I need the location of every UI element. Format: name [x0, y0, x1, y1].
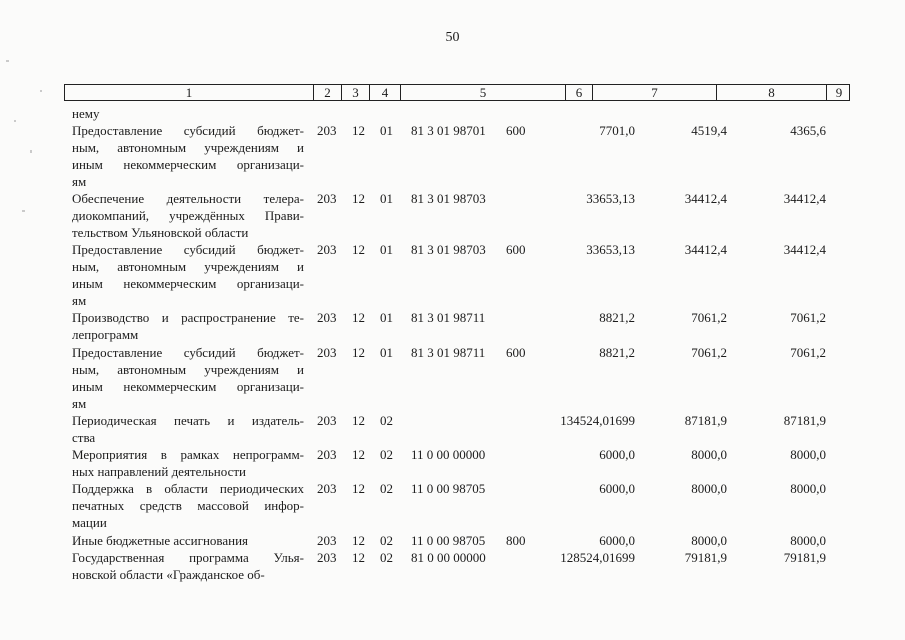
cell-c6: 600 — [506, 123, 526, 138]
header-col-9: 9 — [826, 85, 851, 100]
header-col-5: 5 — [400, 85, 565, 100]
cell-c3: 12 — [352, 413, 365, 428]
scan-speck — [30, 150, 32, 153]
header-col-8: 8 — [716, 85, 826, 100]
cell-c3: 12 — [352, 345, 365, 360]
row-name — [72, 344, 304, 412]
cell-c4: 02 — [380, 481, 393, 496]
row-name-line: ным, автономным учреждениям и — [72, 259, 304, 274]
row-name — [72, 549, 304, 583]
cell-c8: 7061,2 — [691, 345, 727, 360]
row-name-line: Мероприятия в рамках непрограмм- — [72, 447, 304, 462]
row-name-line: ям — [72, 174, 87, 189]
cell-c4: 01 — [380, 345, 393, 360]
cell-c7: 6000,0 — [599, 481, 635, 496]
row-name — [72, 480, 304, 531]
row-name — [72, 241, 304, 309]
row-name-line: Иные бюджетные ассигнования — [72, 533, 249, 548]
cell-c5: 11 0 00 98705 — [411, 533, 486, 548]
cell-c8: 8000,0 — [691, 533, 727, 548]
cell-c8: 79181,9 — [684, 550, 727, 565]
cell-c2: 203 — [317, 533, 337, 548]
row-name-line: Государственная программа Улья- — [72, 550, 304, 565]
cell-c5: 81 3 01 98711 — [411, 310, 486, 325]
cell-c2: 203 — [317, 447, 337, 462]
row-name-line: ных направлений деятельности — [72, 464, 246, 479]
scan-speck — [22, 210, 25, 212]
cell-c9: 34412,4 — [783, 191, 826, 206]
row-name — [72, 105, 304, 122]
cell-c9: 79181,9 — [783, 550, 826, 565]
cell-c7: 6000,0 — [599, 447, 635, 462]
cell-c7: 134524,01699 — [560, 413, 635, 428]
cell-c9: 4365,6 — [790, 123, 826, 138]
cell-c6: 600 — [506, 345, 526, 360]
row-name — [72, 190, 304, 241]
row-name-line: ям — [72, 396, 87, 411]
page-number: 50 — [445, 30, 460, 45]
cell-c7: 33653,13 — [586, 242, 635, 257]
row-name-line: нему — [72, 106, 100, 121]
row-name-line: Периодическая печать и издатель- — [72, 413, 304, 428]
row-name-line: ным, автономным учреждениям и — [72, 140, 304, 155]
header-col-7: 7 — [592, 85, 716, 100]
cell-c3: 12 — [352, 481, 365, 496]
row-name-line: Обеспечение деятельности телера- — [72, 191, 304, 206]
cell-c9: 87181,9 — [783, 413, 826, 428]
cell-c5: 11 0 00 00000 — [411, 447, 486, 462]
cell-c9: 8000,0 — [790, 533, 826, 548]
cell-c8: 4519,4 — [691, 123, 727, 138]
cell-c4: 01 — [380, 123, 393, 138]
cell-c2: 203 — [317, 191, 337, 206]
cell-c8: 7061,2 — [691, 310, 727, 325]
cell-c3: 12 — [352, 191, 365, 206]
cell-c9: 8000,0 — [790, 447, 826, 462]
row-name-line: ям — [72, 293, 87, 308]
row-name-line: новской области «Гражданское об- — [72, 567, 265, 582]
cell-c8: 8000,0 — [691, 481, 727, 496]
row-name — [72, 532, 304, 549]
cell-c7: 128524,01699 — [560, 550, 635, 565]
header-col-1: 1 — [185, 85, 193, 100]
cell-c7: 8821,2 — [599, 310, 635, 325]
cell-c6: 600 — [506, 242, 526, 257]
cell-c7: 33653,13 — [586, 191, 635, 206]
row-name-line: лепрограмм — [72, 327, 139, 342]
scan-speck — [6, 60, 9, 62]
cell-c2: 203 — [317, 481, 337, 496]
header-col-3: 3 — [341, 85, 369, 100]
row-name — [72, 446, 304, 480]
cell-c7: 7701,0 — [599, 123, 635, 138]
cell-c4: 02 — [380, 447, 393, 462]
cell-c7: 8821,2 — [599, 345, 635, 360]
table-header — [64, 84, 850, 101]
cell-c9: 8000,0 — [790, 481, 826, 496]
cell-c5: 81 3 01 98703 — [411, 242, 486, 257]
cell-c3: 12 — [352, 550, 365, 565]
cell-c3: 12 — [352, 123, 365, 138]
cell-c7: 6000,0 — [599, 533, 635, 548]
cell-c3: 12 — [352, 310, 365, 325]
row-name-line: ным, автономным учреждениям и — [72, 362, 304, 377]
cell-c2: 203 — [317, 310, 337, 325]
cell-c2: 203 — [317, 242, 337, 257]
cell-c4: 02 — [380, 533, 393, 548]
row-name-line: Предоставление субсидий бюджет- — [72, 242, 304, 257]
cell-c2: 203 — [317, 123, 337, 138]
row-name-line: иным некоммерческим организаци- — [72, 379, 304, 394]
row-name-line: иным некоммерческим организаци- — [72, 157, 304, 172]
row-name-line: тельством Ульяновской области — [72, 225, 249, 240]
scan-speck — [14, 120, 16, 122]
row-name-line: иным некоммерческим организаци- — [72, 276, 304, 291]
row-name — [72, 412, 304, 446]
cell-c2: 203 — [317, 550, 337, 565]
row-name-line: диокомпаний, учреждённых Прави- — [72, 208, 304, 223]
cell-c9: 7061,2 — [790, 345, 826, 360]
cell-c9: 7061,2 — [790, 310, 826, 325]
cell-c8: 34412,4 — [684, 191, 727, 206]
row-name-line: Производство и распространение те- — [72, 310, 304, 325]
cell-c5: 81 3 01 98701 — [411, 123, 486, 138]
row-name-line: Предоставление субсидий бюджет- — [72, 123, 304, 138]
cell-c8: 8000,0 — [691, 447, 727, 462]
cell-c3: 12 — [352, 242, 365, 257]
row-name — [72, 309, 304, 343]
cell-c4: 01 — [380, 242, 393, 257]
cell-c3: 12 — [352, 447, 365, 462]
row-name-line: печатных средств массовой инфор- — [72, 498, 304, 513]
row-name-line: ства — [72, 430, 96, 445]
cell-c4: 01 — [380, 310, 393, 325]
cell-c2: 203 — [317, 413, 337, 428]
header-col-6: 6 — [565, 85, 592, 100]
cell-c8: 87181,9 — [684, 413, 727, 428]
row-name-line: мации — [72, 515, 107, 530]
cell-c4: 01 — [380, 191, 393, 206]
row-name-line: Поддержка в области периодических — [72, 481, 304, 496]
header-col-2: 2 — [313, 85, 341, 100]
cell-c4: 02 — [380, 413, 393, 428]
cell-c4: 02 — [380, 550, 393, 565]
cell-c5: 81 3 01 98711 — [411, 345, 486, 360]
row-name-line: Предоставление субсидий бюджет- — [72, 345, 304, 360]
cell-c8: 34412,4 — [684, 242, 727, 257]
cell-c3: 12 — [352, 533, 365, 548]
row-name — [72, 122, 304, 190]
cell-c5: 81 3 01 98703 — [411, 191, 486, 206]
cell-c5: 11 0 00 98705 — [411, 481, 486, 496]
header-col-4: 4 — [369, 85, 400, 100]
cell-c6: 800 — [506, 533, 526, 548]
cell-c2: 203 — [317, 345, 337, 360]
scan-speck — [40, 90, 42, 92]
cell-c5: 81 0 00 00000 — [411, 550, 486, 565]
cell-c9: 34412,4 — [783, 242, 826, 257]
